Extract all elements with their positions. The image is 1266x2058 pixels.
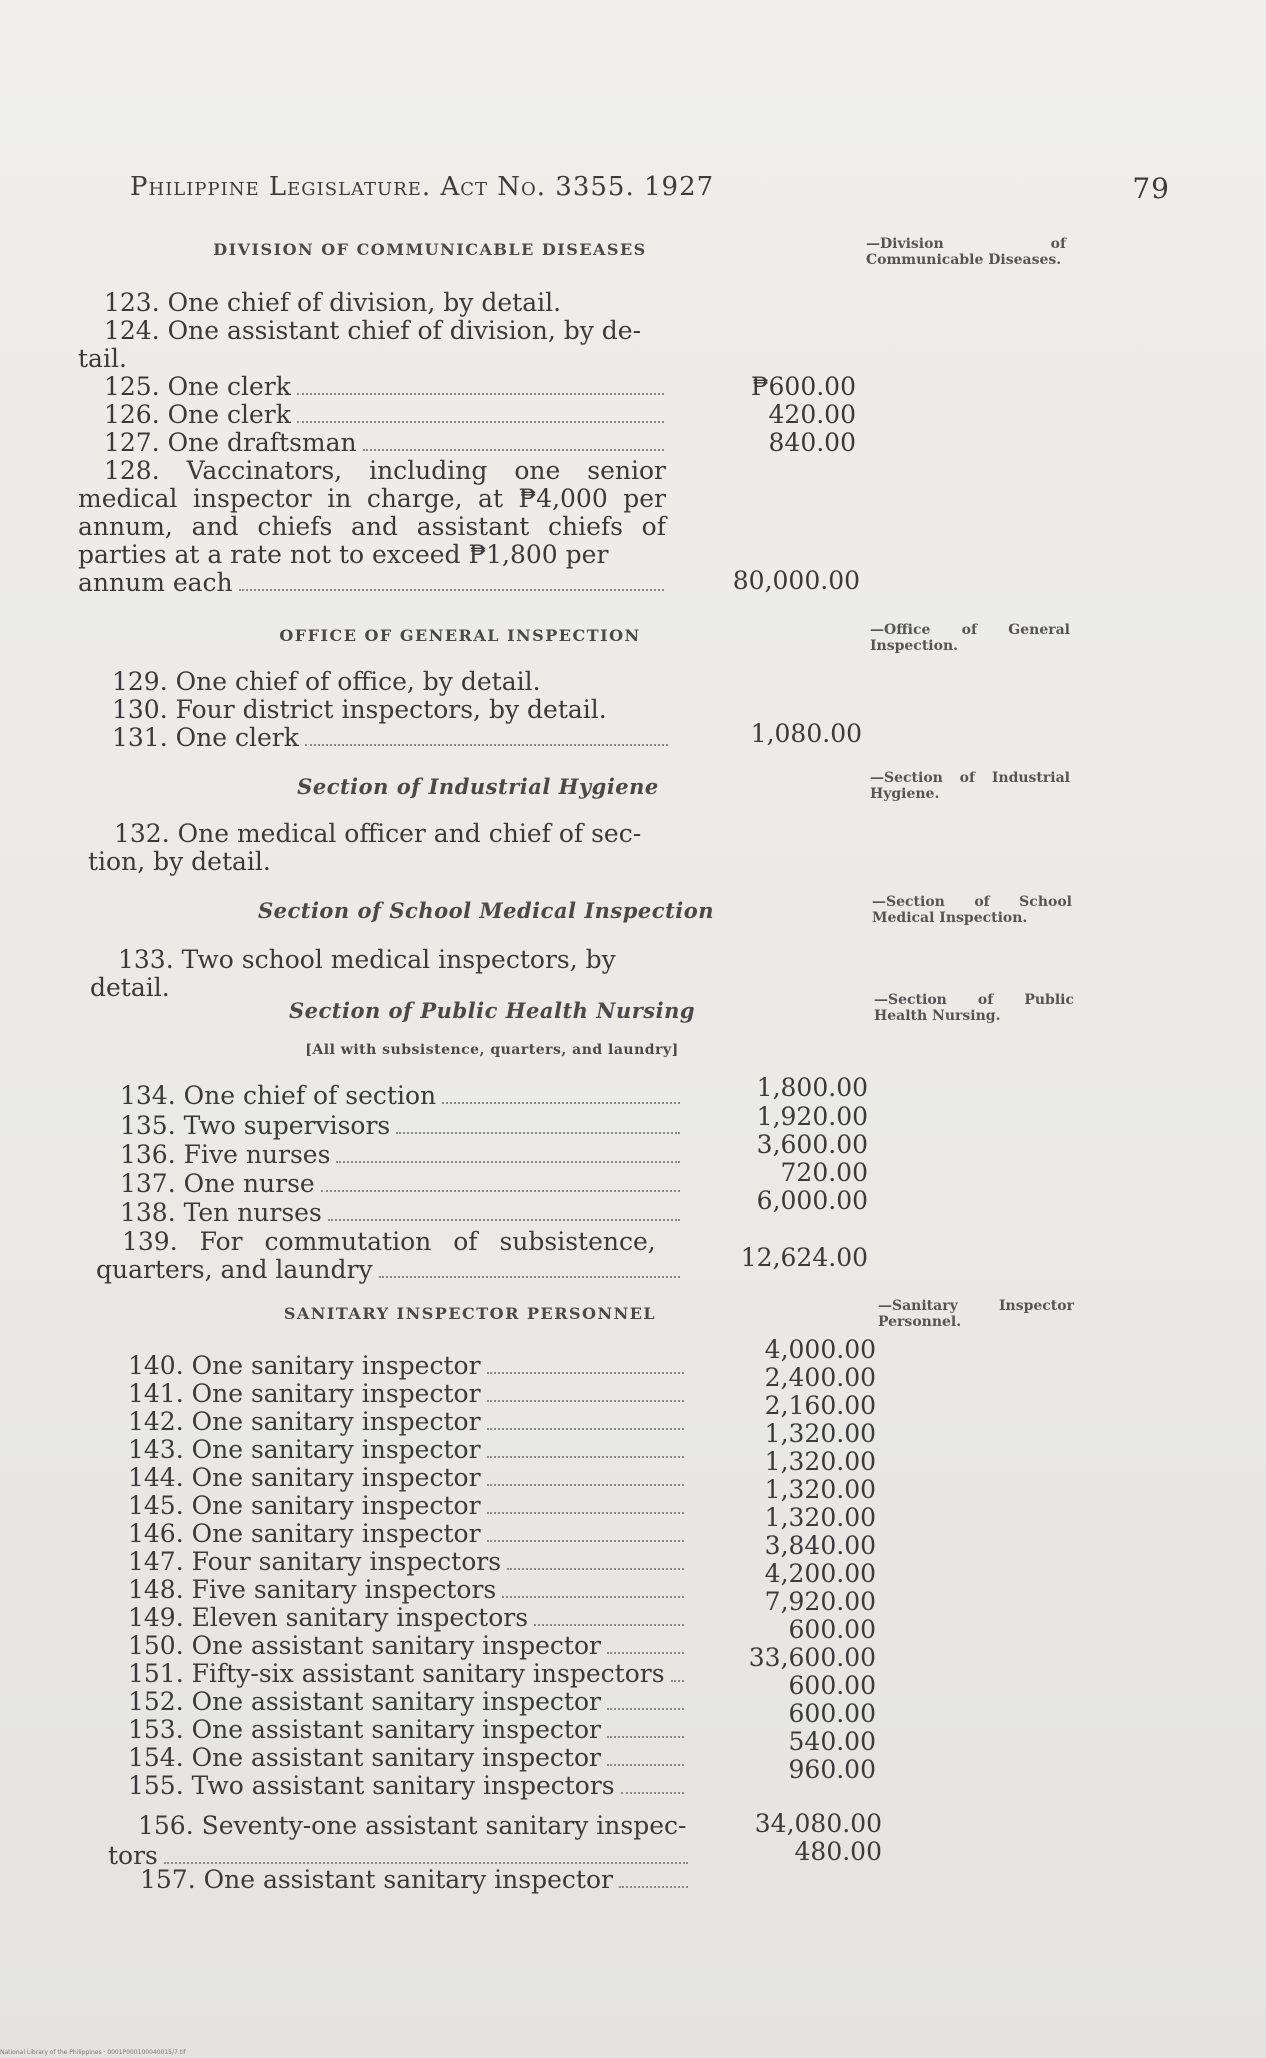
leader-dots xyxy=(487,1386,684,1402)
amount-125: ₱600.00 xyxy=(750,372,856,401)
amount-139: 12,624.00 xyxy=(740,1243,868,1272)
item-132: 132. One medical officer and chief of sec- xyxy=(114,819,642,848)
sanitary-item xyxy=(128,1716,684,1744)
amount-134: 1,800.00 xyxy=(756,1073,868,1102)
leader-dots xyxy=(442,1088,680,1104)
sanitary-item-amount: 4,000.00 xyxy=(764,1335,876,1364)
item-138 xyxy=(120,1199,680,1227)
item-128-end xyxy=(78,569,664,597)
sanitary-item-text: 145. One sanitary inspector xyxy=(128,1491,481,1520)
leader-dots xyxy=(487,1414,684,1430)
leader-dots xyxy=(671,1666,684,1682)
leader-dots xyxy=(396,1118,680,1134)
leader-dots xyxy=(164,1848,688,1864)
sanitary-item-amount: 4,200.00 xyxy=(764,1559,876,1588)
sanitary-item-text: 146. One sanitary inspector xyxy=(128,1519,481,1548)
amount-156: 34,080.00 xyxy=(754,1809,882,1838)
side-note-school: —Section of School Medical Inspection. xyxy=(872,894,1072,926)
amount-127: 840.00 xyxy=(768,428,856,457)
leader-dots xyxy=(607,1638,684,1654)
item-125 xyxy=(104,373,664,401)
item-157 xyxy=(140,1866,688,1894)
sanitary-item xyxy=(128,1352,684,1380)
leader-dots xyxy=(239,575,664,591)
sanitary-item-amount: 1,320.00 xyxy=(764,1475,876,1504)
leader-dots xyxy=(487,1498,684,1514)
side-note-nursing: —Section of Public Health Nursing. xyxy=(874,992,1074,1024)
sanitary-item-amount: 2,400.00 xyxy=(764,1363,876,1392)
section-heading-communicable: DIVISION OF COMMUNICABLE DISEASES xyxy=(213,240,647,259)
item-128-end-text: annum each xyxy=(78,568,233,597)
sanitary-item-text: 147. Four sanitary inspectors xyxy=(128,1547,502,1576)
page-header xyxy=(130,172,1170,212)
section-heading-nursing: Section of Public Health Nursing xyxy=(288,998,696,1023)
item-131-text: 131. One clerk xyxy=(112,723,299,752)
item-139-cont xyxy=(96,1256,680,1284)
item-127-text: 127. One draftsman xyxy=(104,428,357,457)
item-134-text: 134. One chief of section xyxy=(120,1081,437,1110)
leader-dots xyxy=(321,1176,680,1192)
item-130: 130. Four district inspectors, by detail. xyxy=(112,695,607,724)
sanitary-item-amount: 600.00 xyxy=(788,1671,876,1700)
sanitary-item xyxy=(128,1576,684,1604)
leader-dots xyxy=(502,1582,684,1598)
section-heading-sanitary: SANITARY INSPECTOR PERSONNEL xyxy=(283,1304,657,1323)
sanitary-item xyxy=(128,1408,684,1436)
sanitary-item-amount: 540.00 xyxy=(788,1727,876,1756)
section-heading-industrial: Section of Industrial Hygiene xyxy=(297,774,659,799)
sanitary-item xyxy=(128,1436,684,1464)
sanitary-item-amount: 960.00 xyxy=(788,1755,876,1784)
item-129: 129. One chief of office, by detail. xyxy=(112,667,541,696)
side-note-general: —Office of General Inspection. xyxy=(870,622,1070,654)
sanitary-item-amount: 600.00 xyxy=(788,1615,876,1644)
item-136 xyxy=(120,1141,680,1169)
page-number: 79 xyxy=(1132,172,1170,205)
sanitary-item xyxy=(128,1548,684,1576)
sanitary-item-text: 144. One sanitary inspector xyxy=(128,1463,481,1492)
item-131 xyxy=(112,724,668,752)
leader-dots xyxy=(607,1694,684,1710)
sanitary-item xyxy=(128,1380,684,1408)
leader-dots xyxy=(487,1526,684,1542)
sanitary-item xyxy=(128,1772,684,1800)
sanitary-item xyxy=(128,1632,684,1660)
item-126-text: 126. One clerk xyxy=(104,400,291,429)
leader-dots xyxy=(305,730,668,746)
amount-135: 1,920.00 xyxy=(756,1102,868,1131)
leader-dots xyxy=(297,407,664,423)
item-156-cont-text: tors xyxy=(108,1841,158,1870)
item-137-text: 137. One nurse xyxy=(120,1169,315,1198)
scan-footer: National Library of the Philippines · 0001P000100040015/7.tif xyxy=(0,2049,186,2056)
sanitary-item-text: 155. Two assistant sanitary inspectors xyxy=(128,1771,615,1800)
sanitary-item-text: 140. One sanitary inspector xyxy=(128,1351,481,1380)
amount-126: 420.00 xyxy=(768,400,856,429)
sanitary-item xyxy=(128,1520,684,1548)
amount-131: 1,080.00 xyxy=(750,719,862,748)
sanitary-item xyxy=(128,1688,684,1716)
leader-dots xyxy=(336,1147,680,1163)
sanitary-item-text: 154. One assistant sanitary inspector xyxy=(128,1743,601,1772)
item-123: 123. One chief of division, by detail. xyxy=(104,288,562,317)
leader-dots xyxy=(507,1554,684,1570)
item-137 xyxy=(120,1170,680,1198)
section-heading-general: OFFICE OF GENERAL INSPECTION xyxy=(279,626,641,645)
section-heading-school: Section of School Medical Inspection xyxy=(257,898,715,923)
sanitary-item-amount: 2,160.00 xyxy=(764,1391,876,1420)
nursing-note: [All with subsistence, quarters, and laundry] xyxy=(305,1042,679,1058)
leader-dots xyxy=(328,1205,680,1221)
leader-dots xyxy=(363,435,664,451)
sanitary-item-text: 142. One sanitary inspector xyxy=(128,1407,481,1436)
amount-128: 80,000.00 xyxy=(732,566,860,595)
sanitary-item-text: 150. One assistant sanitary inspector xyxy=(128,1631,601,1660)
leader-dots xyxy=(621,1778,684,1794)
sanitary-item xyxy=(128,1744,684,1772)
running-head: Philippine Legislature. Act No. 3355. 1927 xyxy=(130,172,715,202)
sanitary-item xyxy=(128,1660,684,1688)
leader-dots xyxy=(297,379,664,395)
sanitary-item-text: 152. One assistant sanitary inspector xyxy=(128,1687,601,1716)
sanitary-item-text: 148. Five sanitary inspectors xyxy=(128,1575,497,1604)
item-139: 139. For commutation of subsistence, xyxy=(122,1227,656,1256)
amount-157: 480.00 xyxy=(794,1837,882,1866)
leader-dots xyxy=(607,1722,684,1738)
item-125-text: 125. One clerk xyxy=(104,372,291,401)
item-126 xyxy=(104,401,664,429)
side-note-communicable: —Division of Communicable Diseases. xyxy=(866,236,1066,268)
leader-dots xyxy=(487,1358,684,1374)
item-128: 128. Vaccinators, including one senior medical inspector in charge, at ₱4,000 per annum, and chiefs and assistant chiefs of parties at a rate not to exceed ₱1,800 per xyxy=(78,456,666,569)
sanitary-item-amount: 1,320.00 xyxy=(764,1419,876,1448)
item-133: 133. Two school medical inspectors, by xyxy=(118,945,616,974)
item-124: 124. One assistant chief of division, by de- xyxy=(104,316,642,345)
item-135 xyxy=(120,1112,680,1140)
item-134 xyxy=(120,1082,680,1110)
item-135-text: 135. Two supervisors xyxy=(120,1111,391,1140)
sanitary-item-text: 149. Eleven sanitary inspectors xyxy=(128,1603,529,1632)
leader-dots xyxy=(534,1610,684,1626)
sanitary-item xyxy=(128,1604,684,1632)
item-133-cont: detail. xyxy=(90,973,170,1002)
sanitary-item-text: 141. One sanitary inspector xyxy=(128,1379,481,1408)
side-note-industrial: —Section of Industrial Hygiene. xyxy=(870,770,1070,802)
sanitary-item-text: 143. One sanitary inspector xyxy=(128,1435,481,1464)
leader-dots xyxy=(379,1262,680,1278)
sanitary-item-amount: 1,320.00 xyxy=(764,1503,876,1532)
side-note-sanitary: —Sanitary Inspector Personnel. xyxy=(878,1298,1074,1330)
sanitary-item-amount: 600.00 xyxy=(788,1699,876,1728)
leader-dots xyxy=(619,1872,688,1888)
sanitary-item-amount: 3,840.00 xyxy=(764,1531,876,1560)
sanitary-item-amount: 1,320.00 xyxy=(764,1447,876,1476)
item-157-text: 157. One assistant sanitary inspector xyxy=(140,1865,613,1894)
item-136-text: 136. Five nurses xyxy=(120,1140,331,1169)
sanitary-item-amount: 33,600.00 xyxy=(748,1643,876,1672)
sanitary-item-amount: 7,920.00 xyxy=(764,1587,876,1616)
sanitary-item-text: 153. One assistant sanitary inspector xyxy=(128,1715,601,1744)
item-156: 156. Seventy-one assistant sanitary inspec- xyxy=(138,1811,687,1840)
item-127 xyxy=(104,429,664,457)
sanitary-item-text: 151. Fifty-six assistant sanitary inspectors xyxy=(128,1659,665,1688)
item-139-cont-text: quarters, and laundry xyxy=(96,1255,373,1284)
sanitary-item xyxy=(128,1492,684,1520)
sanitary-item xyxy=(128,1464,684,1492)
leader-dots xyxy=(487,1442,684,1458)
amount-137: 720.00 xyxy=(780,1158,868,1187)
leader-dots xyxy=(487,1470,684,1486)
item-132-cont: tion, by detail. xyxy=(88,847,271,876)
leader-dots xyxy=(607,1750,684,1766)
item-138-text: 138. Ten nurses xyxy=(120,1198,322,1227)
amount-136: 3,600.00 xyxy=(756,1130,868,1159)
item-124-cont: tail. xyxy=(78,344,127,373)
amount-138: 6,000.00 xyxy=(756,1186,868,1215)
